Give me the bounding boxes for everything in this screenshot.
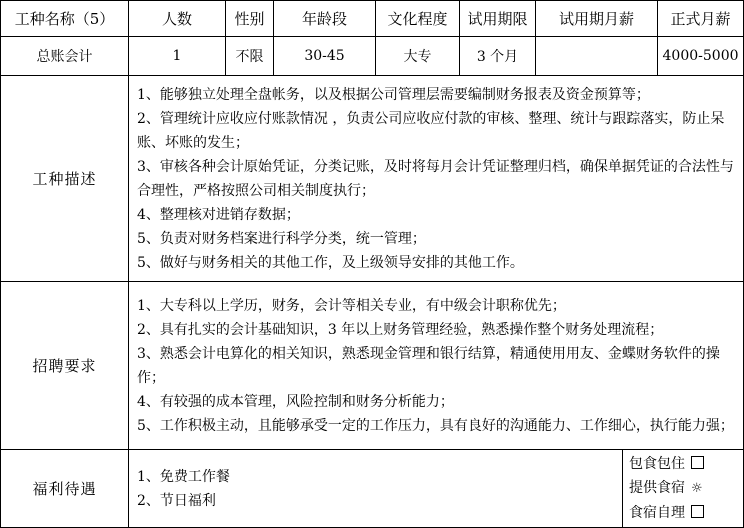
benefit-item: 2、节日福利 <box>137 492 216 509</box>
description-content <box>129 76 744 282</box>
requirement-line: 3、熟悉会计电算化的相关知识，熟悉现金管理和银行结算，精通使用用友、金蝶财务软件的操作； <box>137 345 720 386</box>
header-row <box>1 1 744 37</box>
job-education: 大专 <box>376 37 460 76</box>
description-line: 4、整理核对进销存数据； <box>137 206 300 223</box>
benefit-item: 1、免费工作餐 <box>137 468 230 485</box>
description-row <box>1 76 744 282</box>
checkbox-full-board[interactable] <box>691 456 704 469</box>
description-line: 3、审核各种会计原始凭证，分类记账，及时将每月会计凭证整理归档，确保单据凭证的合法性与合理性，严格按照公司相关制度执行； <box>137 158 734 199</box>
requirement-line: 4、有较强的成本管理，风险控制和财务分析能力； <box>137 393 454 410</box>
requirement-line: 2、具有扎实的会计基础知识，3 年以上财务管理经验，熟悉操作整个财务处理流程； <box>137 321 664 338</box>
job-name: 总账会计 <box>1 37 129 76</box>
header-job-name: 工种名称（5） <box>1 1 129 37</box>
option-full-board <box>629 452 737 476</box>
sun-icon[interactable]: ☼ <box>691 481 703 496</box>
header-probation-period: 试用期限 <box>460 1 536 37</box>
job-row <box>1 37 744 76</box>
header-gender: 性别 <box>226 1 274 37</box>
description-label: 工种描述 <box>1 76 129 282</box>
header-headcount: 人数 <box>129 1 226 37</box>
option-room-board <box>629 476 737 501</box>
requirements-label: 招聘要求 <box>1 282 129 450</box>
requirement-line: 1、大专科以上学历，财务，会计等相关专业，有中级会计职称优先； <box>137 297 566 314</box>
option-self-paid-label: 食宿自理 <box>629 505 685 521</box>
option-full-board-label: 包食包住 <box>629 456 685 472</box>
description-line: 5、负责对财务档案进行科学分类，统一管理； <box>137 230 426 247</box>
requirements-content <box>129 282 744 450</box>
job-probation-salary <box>536 37 658 76</box>
benefits-options <box>623 450 744 528</box>
description-line: 2、管理统计应收应付账款情况 ，负责公司应收应付款的审核、整理、统计与跟踪落实，防止呆账、坏账的发生； <box>137 110 725 151</box>
job-age-range: 30-45 <box>274 37 376 76</box>
header-education: 文化程度 <box>376 1 460 37</box>
job-regular-salary: 4000-5000 <box>658 37 744 76</box>
header-age-range: 年龄段 <box>274 1 376 37</box>
benefits-list <box>129 450 623 528</box>
requirement-line: 5、工作积极主动，且能够承受一定的工作压力，具有良好的沟通能力、工作细心，执行能力强； <box>137 417 734 434</box>
option-room-board-label: 提供食宿 <box>629 480 685 496</box>
description-line: 5、做好与财务相关的其他工作，及上级领导安排的其他工作。 <box>137 254 524 271</box>
job-headcount: 1 <box>129 37 226 76</box>
header-regular-salary: 正式月薪 <box>658 1 744 37</box>
checkbox-self-paid[interactable] <box>691 505 704 518</box>
benefits-label: 福利待遇 <box>1 450 129 528</box>
job-probation-period: 3 个月 <box>460 37 536 76</box>
option-self-paid <box>629 501 737 525</box>
benefits-row <box>1 450 744 528</box>
job-gender: 不限 <box>226 37 274 76</box>
requirements-row <box>1 282 744 450</box>
description-line: 1、能够独立处理全盘帐务，以及根据公司管理层需要编制财务报表及资金预算等； <box>137 86 650 103</box>
header-probation-salary: 试用期月薪 <box>536 1 658 37</box>
